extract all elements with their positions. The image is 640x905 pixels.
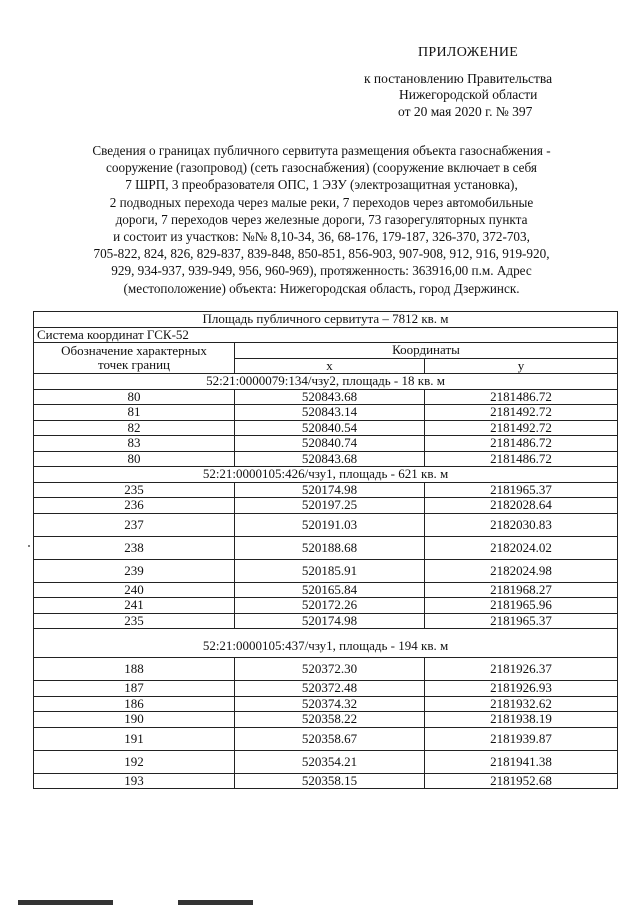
- coordinate-system: Система координат ГСК-52: [34, 327, 618, 343]
- table-row: [34, 598, 618, 614]
- column-header-point: [34, 343, 235, 374]
- cell-y: 2181952.68: [425, 773, 618, 789]
- cell-point: 80: [34, 451, 235, 467]
- cell-point: 241: [34, 598, 235, 614]
- cell-x: 520174.98: [235, 482, 425, 498]
- section-title: 52:21:0000079:134/чзу2, площадь - 18 кв. м: [34, 374, 618, 390]
- column-header-point-line: точек границ: [97, 357, 171, 372]
- intro-line: и состоит из участков: №№ 8,10-34, 36, 68-176, 179-187, 326-370, 372-703,: [113, 229, 530, 245]
- header-date-line: от 20 мая 2020 г. № 397: [398, 104, 533, 119]
- cell-x: 520840.54: [235, 420, 425, 436]
- cell-point: 192: [34, 750, 235, 773]
- cell-y: 2181926.37: [425, 658, 618, 681]
- column-header-x: x: [235, 358, 425, 374]
- intro-paragraph: [54, 142, 589, 297]
- column-header-point-line: Обозначение характерных: [61, 343, 207, 358]
- table-row: [34, 750, 618, 773]
- cell-x: 520843.14: [235, 405, 425, 421]
- cell-y: 2182028.64: [425, 498, 618, 514]
- scan-edge-mark: [18, 900, 113, 905]
- cell-y: 2181926.93: [425, 681, 618, 697]
- column-header-y: y: [425, 358, 618, 374]
- cell-point: 191: [34, 727, 235, 750]
- cell-y: 2181486.72: [425, 451, 618, 467]
- table-row: [34, 613, 618, 629]
- table-row: [34, 436, 618, 452]
- column-header-coordinates: Координаты: [235, 343, 618, 359]
- table-row: [34, 681, 618, 697]
- cell-point: 193: [34, 773, 235, 789]
- table-area-row: [34, 312, 618, 328]
- section-header-row: [34, 467, 618, 483]
- cell-x: 520358.15: [235, 773, 425, 789]
- cell-point: 190: [34, 712, 235, 728]
- cell-x: 520358.22: [235, 712, 425, 728]
- table-row: [34, 658, 618, 681]
- cell-x: 520374.32: [235, 696, 425, 712]
- cell-y: 2181932.62: [425, 696, 618, 712]
- cell-y: 2181492.72: [425, 405, 618, 421]
- cell-x: 520172.26: [235, 598, 425, 614]
- table-row: [34, 405, 618, 421]
- cell-y: 2181938.19: [425, 712, 618, 728]
- cell-y: 2181486.72: [425, 389, 618, 405]
- table-header-row: [34, 343, 618, 359]
- table-row: [34, 712, 618, 728]
- scan-edge-mark: [178, 900, 253, 905]
- table-row: [34, 513, 618, 536]
- header-resolution-line: к постановлению Правительства: [364, 71, 553, 86]
- cell-point: 186: [34, 696, 235, 712]
- table-row: [34, 389, 618, 405]
- table-row: [34, 420, 618, 436]
- cell-point: 240: [34, 582, 235, 598]
- cell-x: 520843.68: [235, 451, 425, 467]
- intro-line: дороги, 7 переходов через железные дороги, 73 газорегуляторных пункта: [115, 211, 528, 227]
- coordinates-table-body: [34, 312, 618, 789]
- cell-point: 83: [34, 436, 235, 452]
- table-row: [34, 498, 618, 514]
- section-header-row: [34, 629, 618, 658]
- cell-point: 187: [34, 681, 235, 697]
- cell-x: 520188.68: [235, 536, 425, 559]
- header-region-line: Нижегородской области: [399, 87, 538, 102]
- table-row: [34, 582, 618, 598]
- intro-line: 7 ШРП, 3 преобразователя ОПС, 1 ЭЗУ (электрозащитная установка),: [125, 177, 518, 193]
- intro-line: Сведения о границах публичного сервитута размещения объекта газоснабжения -: [92, 143, 551, 158]
- cell-y: 2181939.87: [425, 727, 618, 750]
- cell-y: 2181968.27: [425, 582, 618, 598]
- cell-point: 81: [34, 405, 235, 421]
- table-row: [34, 536, 618, 559]
- table-row: [34, 559, 618, 582]
- section-header-row: [34, 374, 618, 390]
- cell-x: 520843.68: [235, 389, 425, 405]
- cell-point: 239: [34, 559, 235, 582]
- cell-point: 235: [34, 613, 235, 629]
- table-system-row: [34, 327, 618, 343]
- cell-y: 2181941.38: [425, 750, 618, 773]
- coordinates-table: [33, 311, 618, 789]
- intro-line: 929, 934-937, 939-949, 956, 960-969), протяженность: 363916,00 п.м. Адрес: [111, 263, 532, 279]
- cell-x: 520185.91: [235, 559, 425, 582]
- cell-y: 2182030.83: [425, 513, 618, 536]
- cell-x: 520372.48: [235, 681, 425, 697]
- cell-point: 82: [34, 420, 235, 436]
- intro-line: (местоположение) объекта: Нижегородская область, город Дзержинск.: [123, 280, 520, 296]
- cell-y: 2182024.02: [425, 536, 618, 559]
- intro-line: 2 подводных перехода через малые реки, 7 переходов через автомобильные: [109, 194, 534, 210]
- table-row: [34, 451, 618, 467]
- cell-point: 235: [34, 482, 235, 498]
- intro-line: сооружение (газопровод) (сеть газоснабжения) (сооружение включает в себя: [106, 160, 537, 176]
- cell-y: 2181965.37: [425, 613, 618, 629]
- section-title: 52:21:0000105:426/чзу1, площадь - 621 кв. м: [34, 467, 618, 483]
- cell-point: 238: [34, 536, 235, 559]
- table-row: [34, 482, 618, 498]
- area-title: Площадь публичного сервитута – 7812 кв. м: [34, 312, 618, 328]
- cell-y: 2181965.37: [425, 482, 618, 498]
- cell-point: 236: [34, 498, 235, 514]
- cell-y: 2181965.96: [425, 598, 618, 614]
- cell-x: 520165.84: [235, 582, 425, 598]
- appendix-title: ПРИЛОЖЕНИЕ: [418, 45, 519, 60]
- cell-x: 520358.67: [235, 727, 425, 750]
- table-row: [34, 773, 618, 789]
- cell-x: 520174.98: [235, 613, 425, 629]
- section-title: 52:21:0000105:437/чзу1, площадь - 194 кв. м: [34, 629, 618, 658]
- cell-y: 2181492.72: [425, 420, 618, 436]
- cell-x: 520840.74: [235, 436, 425, 452]
- table-row: [34, 727, 618, 750]
- cell-y: 2182024.98: [425, 559, 618, 582]
- scan-speck: [28, 545, 30, 547]
- cell-x: 520354.21: [235, 750, 425, 773]
- cell-point: 80: [34, 389, 235, 405]
- cell-x: 520191.03: [235, 513, 425, 536]
- cell-x: 520372.30: [235, 658, 425, 681]
- cell-x: 520197.25: [235, 498, 425, 514]
- cell-y: 2181486.72: [425, 436, 618, 452]
- cell-point: 237: [34, 513, 235, 536]
- intro-line: 705-822, 824, 826, 829-837, 839-848, 850-851, 856-903, 907-908, 912, 916, 919-920,: [93, 246, 550, 262]
- table-row: [34, 696, 618, 712]
- cell-point: 188: [34, 658, 235, 681]
